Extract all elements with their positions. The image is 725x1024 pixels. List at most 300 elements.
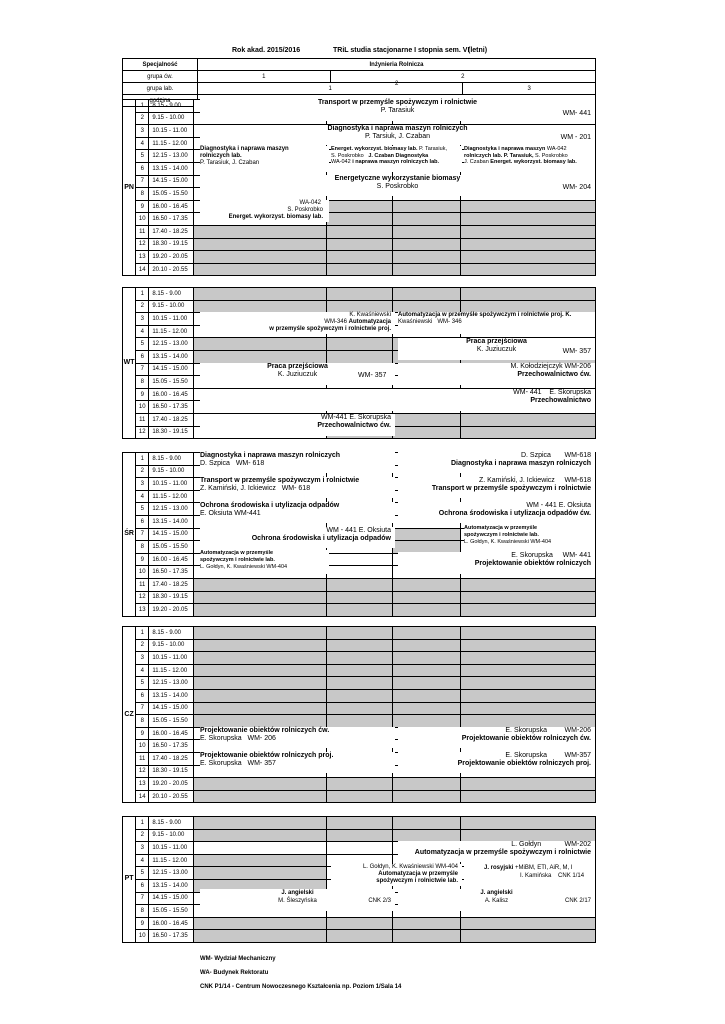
pt-auto-lab-title2: spożywczym i rolnictwie lab.	[376, 878, 458, 884]
row-number: 12	[136, 426, 149, 439]
row-number: 4	[136, 490, 149, 503]
wt-przech-title: Przechowalnictwo	[530, 397, 591, 404]
slot-cell	[326, 778, 393, 791]
time-slot: 9.15 - 10.00	[149, 639, 194, 652]
pn-energet-lab-1-title: Energet. wykorzyst. biomasy lab.	[228, 214, 323, 220]
slot-cell	[193, 790, 326, 803]
slot-cell	[461, 627, 596, 640]
wt-auto-proj-1-room: WM-346	[324, 319, 347, 325]
row-number: 1	[136, 627, 149, 640]
cz-projekt-cw-1	[200, 727, 395, 748]
cz-projekt-cw-1-teacher: E. Skorupska	[200, 735, 242, 742]
table-row	[123, 200, 596, 213]
row-number: 7	[136, 175, 149, 188]
sr-transport-1	[200, 477, 395, 498]
slot-cell	[461, 288, 596, 301]
pt-angielski-1	[200, 889, 395, 911]
sr-auto-lab-1-teacher: L. Gołdyn, K. Kwaśniewski WM-404	[200, 564, 288, 570]
cz-projekt-proj-1	[200, 752, 395, 773]
pn-transport-title: Transport w przemyśle spożywczym i rolnictwie	[317, 99, 478, 106]
row-number: 1	[136, 100, 149, 113]
slot-cell	[326, 842, 393, 855]
time-slot: 13.15 - 14.00	[149, 162, 194, 175]
slot-cell	[326, 689, 393, 702]
time-slot: 17.40 - 18.25	[149, 752, 194, 765]
table-row	[123, 263, 596, 276]
wt-auto-proj-2-teacher: Kwaśniewski	[398, 319, 433, 325]
row-number: 2	[136, 829, 149, 842]
time-slot: 14.15 - 15.00	[149, 702, 194, 715]
pt-angielski-2-teacher: A. Kalisz	[484, 898, 509, 904]
slot-cell	[461, 639, 596, 652]
pn-diag-lab-3	[464, 146, 595, 172]
slot-cell	[193, 817, 326, 830]
row-number: 4	[136, 137, 149, 150]
cz-projekt-proj-2-room: WM-357	[564, 752, 591, 759]
cz-projekt-cw-1-title: Projektowanie obiektów rolniczych ćw.	[200, 727, 330, 734]
slot-cell	[393, 288, 461, 301]
pn-diag-lab-1-title: Diagnostyka i naprawa maszyn	[200, 146, 289, 152]
time-slot: 9.15 - 10.00	[149, 829, 194, 842]
time-slot: 16.50 - 17.35	[149, 401, 194, 414]
pt-auto-block	[398, 841, 595, 862]
wt-auto-proj-2	[398, 312, 595, 334]
slot-cell	[326, 930, 393, 943]
pn-diag-lab-1	[200, 146, 329, 172]
row-number: 11	[136, 225, 149, 238]
row-number: 4	[136, 664, 149, 677]
sr-diag-1-teacher: D. Szpica	[200, 460, 230, 467]
slot-cell	[193, 604, 326, 617]
slot-cell	[326, 578, 393, 591]
slot-cell	[326, 288, 393, 301]
time-slot: 20.10 - 20.55	[149, 790, 194, 803]
pt-auto-lab-title: Automatyzacja w przemyśle	[378, 871, 458, 877]
time-slot: 18.30 - 19.15	[149, 426, 194, 439]
cz-projekt-proj-1-title: Projektowanie obiektów rolniczych proj.	[200, 752, 334, 759]
slot-cell	[193, 639, 326, 652]
table-row	[123, 578, 596, 591]
sr-ochrona-2-teacher: WM - 441 E. Oksiuta	[526, 502, 591, 509]
time-slot: 15.05 - 15.50	[149, 905, 194, 918]
pt-rosyjski-teacher: I. Kamińska	[520, 873, 552, 879]
slot-cell	[461, 413, 596, 426]
pt-rosyjski-room: CNK 1/14	[558, 873, 585, 879]
time-slot: 11.15 - 12.00	[149, 854, 194, 867]
time-slot: 18.30 - 19.15	[149, 591, 194, 604]
time-slot: 17.40 - 18.25	[149, 413, 194, 426]
pt-angielski-2	[398, 889, 595, 911]
pn-diag-room: WM - 201	[560, 134, 591, 141]
time-slot: 11.15 - 12.00	[149, 325, 194, 338]
slot-cell	[393, 225, 461, 238]
pn-diag-lab-3-t4: Energet. wykorzyst. biomasy lab.	[490, 159, 577, 165]
slot-cell	[193, 867, 326, 880]
row-number: 2	[136, 112, 149, 125]
pn-energet-lab-1-room: WA-042	[299, 200, 321, 206]
time-slot: 10.15 - 11.00	[149, 478, 194, 491]
slot-cell	[461, 689, 596, 702]
row-number: 5	[136, 338, 149, 351]
day-label-pn: PN	[123, 100, 136, 276]
sr-auto-lab-1	[200, 550, 329, 574]
row-number: 7	[136, 528, 149, 541]
slot-cell	[326, 350, 393, 363]
time-slot: 18.30 - 19.15	[149, 765, 194, 778]
row-number: 7	[136, 892, 149, 905]
sr-auto-lab-3	[464, 525, 595, 549]
sr-transport-1-room: WM- 618	[281, 485, 311, 492]
row-number: 11	[136, 578, 149, 591]
row-number: 13	[136, 778, 149, 791]
sr-transport-2-teacher: Z. Kamiński, J. Ickiewicz	[478, 477, 555, 484]
pn-transport-teacher: P. Tarasiuk	[380, 107, 415, 114]
row-number: 8	[136, 188, 149, 201]
slot-cell	[326, 213, 393, 226]
time-slot: 13.15 - 14.00	[149, 515, 194, 528]
sr-projekt-2	[398, 552, 595, 574]
sr-transport-2-room: WM-618	[564, 477, 591, 484]
row-number: 4	[136, 854, 149, 867]
time-slot: 8.15 - 9.00	[149, 100, 194, 113]
slot-cell	[393, 917, 461, 930]
pn-energet-title: Energetyczne wykorzystanie biomasy	[334, 175, 461, 182]
slot-cell	[393, 251, 461, 264]
slot-cell	[193, 842, 326, 855]
time-slot: 8.15 - 9.00	[149, 817, 194, 830]
slot-cell	[393, 591, 461, 604]
row-number: 12	[136, 765, 149, 778]
slot-cell	[193, 715, 326, 728]
sr-ochrona-1-title: Ochrona środowiska i utylizacja odpadów	[200, 502, 340, 509]
slot-cell	[326, 677, 393, 690]
wt-praca-1-room: WM- 357	[358, 372, 387, 379]
day-label-pt: PT	[123, 817, 136, 943]
slot-cell	[461, 200, 596, 213]
slot-cell	[393, 604, 461, 617]
row-number: 5	[136, 503, 149, 516]
pt-auto-title: Automatyzacja w przemyśle spożywczym i rolnictwie	[414, 849, 591, 856]
time-slot: 9.15 - 10.00	[149, 300, 194, 313]
slot-cell	[326, 627, 393, 640]
table-row	[123, 251, 596, 264]
slot-cell	[393, 528, 461, 541]
slot-cell	[326, 338, 393, 351]
wt-przech-cw-2-title: Przechowalnictwo ćw.	[517, 371, 591, 378]
time-slot: 14.15 - 15.00	[149, 175, 194, 188]
time-slot: 12.15 - 13.00	[149, 677, 194, 690]
time-slot: 15.05 - 15.50	[149, 541, 194, 554]
row-number: 1	[136, 453, 149, 466]
row-number: 2	[136, 639, 149, 652]
pt-auto-teacher: L. Gołdyn	[511, 841, 542, 848]
pn-energet-lab-2-t4: i naprawa maszyn rolniczych lab.	[352, 159, 440, 165]
slot-cell	[393, 200, 461, 213]
wt-auto-proj-1-teacher: K. Kwaśniewski	[349, 312, 391, 318]
row-number: 6	[136, 162, 149, 175]
sr-ochrona-2	[398, 502, 595, 523]
time-slot: 19.20 - 20.05	[149, 251, 194, 264]
slot-cell	[393, 778, 461, 791]
pn-diag-lab-3-t2: S. Poskrobko	[535, 152, 568, 159]
row-number: 3	[136, 842, 149, 855]
semester-season: (letni)	[468, 47, 488, 54]
wt-auto-proj-1-title2: w przemyśle spożywczym i rolnictwie proj.	[269, 326, 391, 332]
pt-rosyjski-title: J. rosyjski	[484, 865, 514, 871]
time-slot: 10.15 - 11.00	[149, 842, 194, 855]
table-row	[123, 664, 596, 677]
cz-projekt-proj-2	[398, 752, 595, 773]
pn-energet-lab-2-room: WA-042	[331, 159, 351, 165]
sr-diag-2-room: WM-618	[564, 452, 591, 459]
sr-auto-lab-1-title2: spożywczym i rolnictwie lab.	[200, 557, 275, 563]
slot-cell	[193, 251, 326, 264]
row-number: 3	[136, 313, 149, 326]
footer-cnk: CNK P1/14 - Centrum Nowoczesnego Kształcenia np. Poziom 1/Sala 14	[200, 984, 402, 990]
time-slot: 11.15 - 12.00	[149, 664, 194, 677]
row-number: 9	[136, 388, 149, 401]
grupa-cw-2: 2	[330, 71, 595, 83]
cz-projekt-proj-2-title: Projektowanie obiektów rolniczych proj.	[457, 760, 591, 767]
time-slot: 15.05 - 15.50	[149, 376, 194, 389]
cz-projekt-proj-1-teacher: E. Skorupska	[200, 760, 242, 767]
pn-energet-lab-2	[331, 146, 462, 172]
table-row	[123, 702, 596, 715]
pt-angielski-2-room: CNK 2/17	[564, 898, 591, 904]
pn-energet-lab-2-title: Energet. wykorzyst. biomasy lab.	[331, 146, 418, 152]
row-number: 2	[136, 465, 149, 478]
slot-cell	[326, 715, 393, 728]
pt-angielski-1-title: J. angielski	[281, 890, 314, 896]
slot-cell	[393, 715, 461, 728]
slot-cell	[461, 238, 596, 251]
slot-cell	[193, 689, 326, 702]
sr-projekt-2-title: Projektowanie obiektów rolniczych	[474, 560, 591, 567]
table-row	[123, 213, 596, 226]
time-slot: 12.15 - 13.00	[149, 503, 194, 516]
cz-projekt-cw-2	[398, 727, 595, 748]
grupa-lab-3: 3	[463, 83, 596, 95]
row-number: 9	[136, 553, 149, 566]
pt-auto-room: WM-202	[564, 841, 591, 848]
wt-praca-2	[398, 338, 595, 360]
slot-cell	[326, 263, 393, 276]
slot-cell	[326, 553, 393, 566]
slot-cell	[393, 578, 461, 591]
time-slot: 15.05 - 15.50	[149, 715, 194, 728]
slot-cell	[193, 930, 326, 943]
slot-cell	[461, 652, 596, 665]
table-row	[123, 677, 596, 690]
pt-angielski-1-teacher: M. Śleszyńska	[278, 898, 317, 904]
sr-auto-lab-3-teacher: L. Gołdyn, K. Kwaśniewski WM-404	[464, 539, 552, 545]
academic-year: Rok akad. 2015/2016	[232, 47, 301, 54]
wt-praca-2-title: Praca przejściowa	[466, 338, 527, 345]
time-slot: 16.00 - 16.45	[149, 917, 194, 930]
wt-przech-cw-1-title: Przechowalnictwo ćw.	[317, 422, 391, 429]
sr-auto-lab-1-title: Automatyzacja w przemyśle	[200, 550, 274, 556]
row-number: 12	[136, 238, 149, 251]
slot-cell	[326, 300, 393, 313]
row-number: 5	[136, 677, 149, 690]
slot-cell	[193, 591, 326, 604]
time-slot: 16.00 - 16.45	[149, 388, 194, 401]
slot-cell	[326, 251, 393, 264]
time-slot: 13.15 - 14.00	[149, 689, 194, 702]
slot-cell	[461, 702, 596, 715]
sr-diag-2-title: Diagnostyka i naprawa maszyn rolniczych	[450, 460, 591, 467]
time-slot: 9.15 - 10.00	[149, 465, 194, 478]
slot-cell	[461, 213, 596, 226]
day-grid-cz	[122, 626, 596, 803]
cz-projekt-proj-1-room: WM- 357	[247, 760, 276, 767]
row-number: 3	[136, 478, 149, 491]
wt-praca-2-room: WM- 357	[562, 348, 591, 355]
slot-cell	[326, 702, 393, 715]
sr-projekt-2-teacher: E. Skorupska	[511, 552, 553, 559]
wt-przech-cw-1	[200, 414, 395, 436]
table-row	[123, 238, 596, 251]
row-number: 5	[136, 867, 149, 880]
godzina-label: godzina	[123, 95, 198, 107]
footer-wa: WA- Budynek Rektoratu	[200, 970, 269, 976]
row-number: 4	[136, 325, 149, 338]
time-slot: 14.15 - 15.00	[149, 363, 194, 376]
time-slot: 8.15 - 9.00	[149, 453, 194, 466]
specjalnosc-label: Specjalność	[123, 59, 198, 71]
time-slot: 16.00 - 16.45	[149, 727, 194, 740]
slot-cell	[193, 664, 326, 677]
cz-projekt-proj-2-teacher: E. Skorupska	[505, 752, 548, 759]
slot-cell	[326, 790, 393, 803]
time-slot: 10.15 - 11.00	[149, 313, 194, 326]
time-slot: 9.15 - 10.00	[149, 112, 194, 125]
pn-energet-block	[200, 175, 595, 196]
sr-ochrona-3-teacher: WM - 441 E. Oksiuta	[326, 527, 391, 534]
slot-cell	[461, 817, 596, 830]
table-row	[123, 689, 596, 702]
slot-cell	[461, 917, 596, 930]
slot-cell	[393, 689, 461, 702]
pn-energet-teacher: S. Poskrobko	[376, 183, 419, 190]
pn-energet-lab-2-t1: P. Tarasiuk,	[419, 146, 447, 152]
slot-cell	[193, 578, 326, 591]
slot-cell	[393, 426, 461, 439]
slot-cell	[193, 917, 326, 930]
time-slot: 14.15 - 15.00	[149, 528, 194, 541]
wt-auto-proj-1-title: Automatyzacja	[348, 319, 391, 325]
cz-projekt-cw-2-room: WM-206	[564, 727, 591, 734]
sr-ochrona-3	[200, 527, 395, 548]
pn-energet-lab-1-teacher: S. Poskrobko	[287, 207, 323, 213]
slot-cell	[461, 251, 596, 264]
time-slot: 13.15 - 14.00	[149, 350, 194, 363]
pn-diag-title: Diagnostyka i naprawa maszyn rolniczych	[327, 125, 468, 132]
sr-ochrona-1-teacher: E. Oksiuta WM-441	[200, 510, 261, 517]
time-slot: 11.15 - 12.00	[149, 137, 194, 150]
row-number: 13	[136, 251, 149, 264]
pt-rosyjski-groups: +MiBM, ETI, AiR, M, I	[515, 865, 573, 871]
row-number: 10	[136, 213, 149, 226]
grupa-lab-2: 2	[395, 81, 399, 87]
slot-cell	[461, 664, 596, 677]
time-slot: 16.50 - 17.35	[149, 566, 194, 579]
row-number: 7	[136, 363, 149, 376]
time-slot: 16.50 - 17.35	[149, 213, 194, 226]
slot-cell	[393, 829, 461, 842]
wt-praca-2-teacher: K. Juziuczuk	[476, 346, 517, 353]
pt-angielski-1-room: CNK 2/3	[368, 898, 391, 904]
slot-cell	[393, 300, 461, 313]
table-row	[123, 930, 596, 943]
grupa-lab-label: grupa lab.	[123, 83, 198, 95]
row-number: 13	[136, 604, 149, 617]
pn-diag-lab-1-title2: rolniczych lab.	[200, 153, 242, 159]
row-number: 10	[136, 566, 149, 579]
table-row	[123, 225, 596, 238]
slot-cell	[393, 627, 461, 640]
slot-cell	[193, 627, 326, 640]
time-slot: 19.20 - 20.05	[149, 604, 194, 617]
row-number: 3	[136, 125, 149, 138]
pn-diag-lab-3-t1: rolniczych lab. P. Tarasiuk,	[464, 152, 534, 159]
table-row	[123, 300, 596, 313]
pn-transport-room: WM- 441	[562, 110, 591, 117]
day-label-wt: WT	[123, 288, 136, 439]
slot-cell	[461, 426, 596, 439]
time-slot: 16.00 - 16.45	[149, 200, 194, 213]
sr-ochrona-2-title: Ochrona środowiska i utylizacja odpadów ćw.	[438, 510, 591, 517]
time-slot: 8.15 - 9.00	[149, 627, 194, 640]
row-number: 8	[136, 541, 149, 554]
slot-cell	[461, 300, 596, 313]
slot-cell	[326, 917, 393, 930]
slot-cell	[461, 591, 596, 604]
row-number: 6	[136, 879, 149, 892]
time-slot: 11.15 - 12.00	[149, 490, 194, 503]
sr-projekt-2-room: WM- 441	[562, 552, 591, 559]
slot-cell	[461, 263, 596, 276]
row-number: 14	[136, 263, 149, 276]
pn-energet-room: WM- 204	[562, 184, 591, 191]
row-number: 8	[136, 376, 149, 389]
slot-cell	[461, 604, 596, 617]
sr-transport-1-title: Transport w przemyśle spożywczym i rolnictwie	[200, 477, 360, 484]
sr-diag-2	[398, 452, 595, 473]
day-label-cz: CZ	[123, 627, 136, 803]
slot-cell	[393, 664, 461, 677]
slot-cell	[326, 225, 393, 238]
sr-diag-1-room: WM- 618	[235, 460, 265, 467]
wt-przech-cw-2	[398, 363, 595, 385]
row-number: 1	[136, 817, 149, 830]
row-number: 1	[136, 288, 149, 301]
sr-auto-lab-3-title: Automatyzacja w przemyśle	[464, 525, 538, 531]
wt-praca-1	[200, 363, 395, 385]
slot-cell	[326, 200, 393, 213]
wt-przech-room: WM- 441	[513, 389, 542, 396]
wt-przech-cw-1-teacher: WM-441 E. Skorupska	[320, 414, 391, 421]
time-slot: 12.15 - 13.00	[149, 867, 194, 880]
slot-cell	[193, 652, 326, 665]
time-slot: 17.40 - 18.25	[149, 578, 194, 591]
slot-cell	[393, 677, 461, 690]
table-row	[123, 715, 596, 728]
specjalnosc-value: Inżynieria Rolnicza	[198, 59, 596, 71]
row-number: 9	[136, 200, 149, 213]
slot-cell	[193, 225, 326, 238]
time-slot: 16.50 - 17.35	[149, 740, 194, 753]
